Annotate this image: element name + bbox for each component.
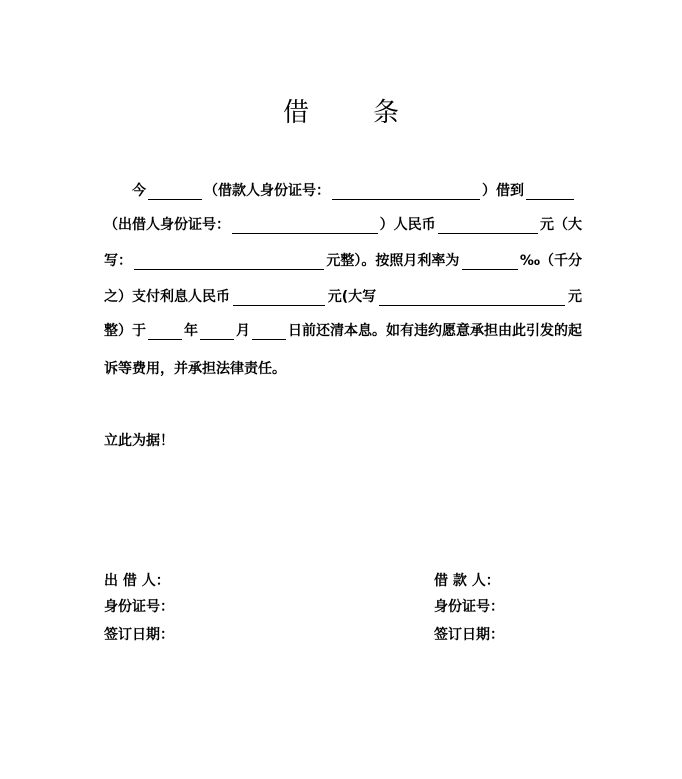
text-permille: ‰（千分 (519, 253, 582, 269)
blank-interest-rate[interactable] (462, 253, 518, 270)
text-today: 今 (132, 183, 146, 199)
text-pay-interest: 之）支付利息人民币 (104, 289, 230, 305)
lender-label: 出 借 人： (104, 573, 170, 589)
blank-year[interactable] (148, 323, 182, 340)
text-borrowed-from: ）借到 (482, 183, 524, 199)
text-fees: 诉等费用，并承担法律责任。 (104, 361, 286, 377)
body-line-4 (104, 282, 582, 306)
witness-line (104, 426, 582, 450)
text-witness: 立此为据！ (104, 433, 174, 449)
blank-interest-amount[interactable] (233, 289, 325, 306)
body-line-3 (104, 246, 582, 270)
body-line-5 (104, 316, 582, 340)
text-yuan-upper-2: 元(大写 (327, 289, 377, 305)
blank-interest-upper[interactable] (379, 289, 565, 306)
borrower-date-label: 签订日期： (434, 627, 504, 643)
text-year: 年 (184, 323, 198, 339)
blank-day[interactable] (252, 323, 286, 340)
text-month: 月 (236, 323, 250, 339)
lender-id-label: 身份证号： (104, 599, 174, 615)
body-line-1 (104, 176, 582, 200)
text-yuan: 元 (567, 289, 582, 305)
lender-date-label: 签订日期： (104, 627, 174, 643)
blank-date[interactable] (148, 183, 202, 200)
document-title (0, 92, 682, 129)
text-write: 写： (104, 253, 132, 269)
blank-borrower-id[interactable] (332, 183, 480, 200)
blank-month[interactable] (200, 323, 234, 340)
body-line-2 (104, 210, 582, 234)
borrower-label: 借 款 人： (434, 573, 500, 589)
blank-amount-upper[interactable] (134, 253, 324, 270)
text-borrower-id: （借款人身份证号： (204, 183, 330, 199)
blank-amount[interactable] (438, 217, 538, 234)
title-char-borrow: 借 (282, 98, 309, 128)
text-yuan-upper: 元（大 (540, 217, 582, 233)
title-char-note: 条 (373, 98, 400, 128)
text-day-clause: 日前还清本息。如有违约愿意承担由此引发的起 (288, 323, 582, 339)
borrower-id-label: 身份证号： (434, 599, 504, 615)
text-rmb: ）人民币 (379, 217, 436, 233)
blank-lender-name[interactable] (526, 183, 574, 200)
body-line-6 (104, 354, 582, 378)
text-lender-id: （出借人身份证号： (104, 217, 230, 233)
blank-lender-id[interactable] (232, 217, 378, 234)
text-whole-on: 整）于 (104, 323, 146, 339)
text-yuan-whole: 元整）。按照月利率为 (326, 253, 460, 269)
